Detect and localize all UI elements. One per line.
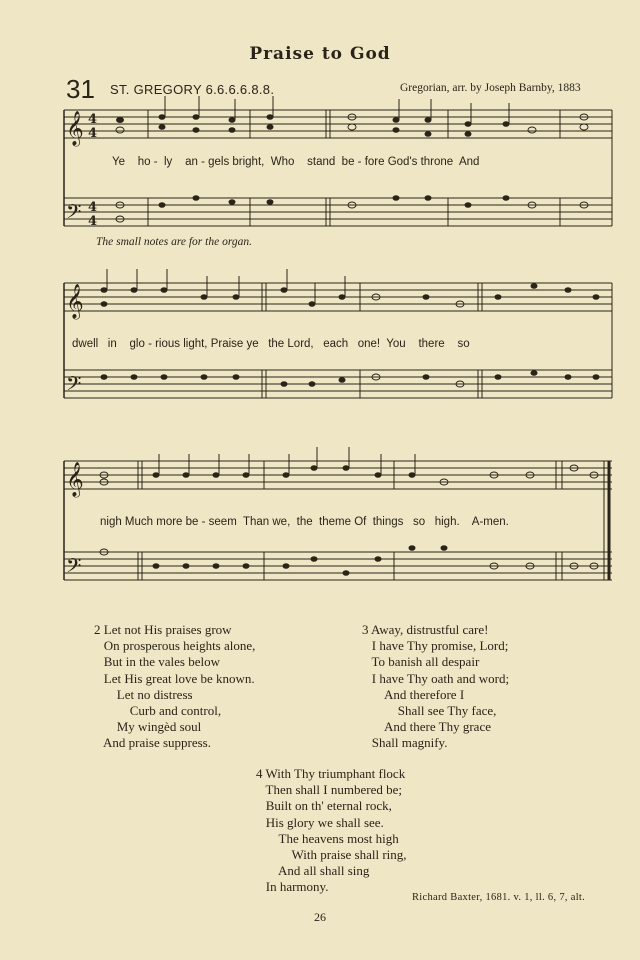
stanza-line: I have Thy promise, Lord;: [362, 638, 509, 654]
treble-clef: 𝄞: [66, 284, 84, 319]
staff-treble-3: [64, 461, 612, 489]
stanza-line: Let no distress: [94, 686, 193, 702]
stanza-line: And there Thy grace: [362, 719, 491, 735]
stanza-line: To banish all despair: [362, 654, 480, 670]
stanza-line: On prosperous heights alone,: [94, 638, 256, 654]
stanza-line: His glory we shall see.: [256, 814, 384, 830]
stanza-line: 4 With Thy triumphant flock: [256, 766, 406, 781]
time-signature: 4: [88, 200, 98, 215]
stanza-line: Shall see Thy face,: [362, 703, 497, 719]
hymn-title: Praise to God: [249, 44, 391, 64]
svg-text:4: 4: [88, 214, 98, 229]
stanza-3: [362, 622, 509, 752]
staff-treble-2: [64, 283, 612, 311]
stanza-line: 3 Away, distrustful care!: [362, 622, 489, 637]
stanza-line: The heavens most high: [256, 830, 399, 846]
composer-attribution: Gregorian, arr. by Joseph Barnby, 1883: [400, 82, 581, 94]
stanza-line: And therefore I: [362, 686, 465, 702]
stanza-line: In harmony.: [256, 879, 329, 895]
stanza-line: And praise suppress.: [94, 735, 211, 751]
note-stems: [107, 96, 509, 475]
bass-clef: 𝄢: [66, 372, 82, 400]
stanza-line: Curb and control,: [94, 703, 222, 719]
lyrics-line-2: dwell in glo - rious light, Praise ye the Lord, each one! You there so: [72, 338, 470, 350]
stanza-2: [94, 622, 255, 752]
stanza-line: But in the vales below: [94, 654, 221, 670]
bass-clef: 𝄢: [66, 200, 82, 228]
organ-note: The small notes are for the organ.: [96, 236, 252, 248]
stanza-line: Shall magnify.: [362, 735, 448, 751]
stanza-line: Then shall I numbered be;: [256, 782, 402, 798]
stanza-line: 2 Let not His praises grow: [94, 622, 232, 637]
stanza-line: Built on th' eternal rock,: [256, 798, 392, 814]
page-number: 26: [314, 910, 326, 924]
staff-treble-1: [64, 110, 612, 138]
treble-clef: 𝄞: [66, 462, 84, 497]
tune-name: ST. GREGORY 6.6.6.6.8.8.: [110, 82, 275, 97]
bass-clef: 𝄢: [66, 554, 82, 582]
stanza-line: I have Thy oath and word;: [362, 670, 510, 686]
stanza-line: My wingèd soul: [94, 719, 202, 735]
staff-bass-2: [64, 370, 612, 398]
svg-text:4: 4: [88, 126, 98, 141]
stanza-line: With praise shall ring,: [256, 847, 407, 863]
lyrics-line-3: nigh Much more be - seem Than we, the theme Of things so high. A-men.: [100, 516, 509, 528]
stanza-4: [256, 766, 407, 896]
stanza-line: And all shall sing: [256, 863, 370, 879]
time-signature: 4: [88, 112, 98, 127]
text-credit: Richard Baxter, 1681. v. 1, ll. 6, 7, alt.: [412, 892, 586, 903]
hymn-number: 31: [66, 74, 95, 104]
lyrics-line-1: Ye ho - ly an - gels bright, Who stand be - fore God's throne And: [112, 156, 480, 168]
staff-bass-3: [64, 552, 612, 580]
treble-clef: 𝄞: [66, 111, 84, 146]
stanza-line: Let His great love be known.: [94, 670, 255, 686]
